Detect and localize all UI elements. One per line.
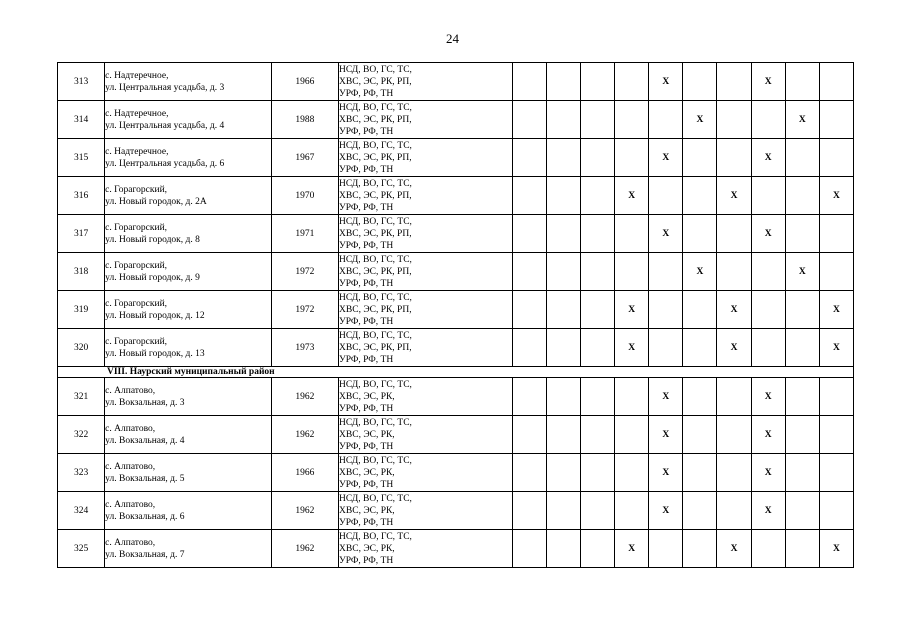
mark-cell	[615, 416, 649, 454]
mark-x: X	[649, 416, 683, 454]
mark-x: X	[615, 177, 649, 215]
mark-cell	[683, 329, 717, 367]
mark-x: X	[683, 101, 717, 139]
mark-cell	[717, 215, 751, 253]
mark-cell	[785, 215, 819, 253]
mark-x: X	[615, 530, 649, 568]
table-row	[58, 329, 854, 367]
mark-x: X	[785, 101, 819, 139]
mark-cell	[512, 454, 546, 492]
address-cell	[105, 291, 272, 329]
systems-line: УРФ, РФ, ТН	[339, 202, 394, 213]
table-body	[58, 63, 854, 568]
mark-cell	[683, 492, 717, 530]
row-number: 322	[58, 416, 105, 454]
table-row	[58, 177, 854, 215]
address-street: ул. Центральная усадьба, д. 3	[105, 82, 225, 93]
address-cell	[105, 177, 272, 215]
mark-x: X	[819, 530, 853, 568]
mark-cell	[580, 139, 614, 177]
systems-line: ХВС, ЭС, РК,	[339, 505, 395, 516]
table-row	[58, 291, 854, 329]
mark-x: X	[615, 291, 649, 329]
section-title: VIII. Наурский муниципальный район	[58, 367, 854, 378]
mark-cell	[717, 139, 751, 177]
year-built: 1972	[271, 253, 338, 291]
systems-line: НСД, ВО, ГС, ТС,	[339, 330, 412, 341]
mark-cell	[580, 378, 614, 416]
mark-cell	[819, 454, 853, 492]
systems-line: УРФ, РФ, ТН	[339, 354, 394, 365]
address-cell	[105, 215, 272, 253]
mark-cell	[546, 378, 580, 416]
mark-cell	[546, 329, 580, 367]
row-number: 324	[58, 492, 105, 530]
mark-x: X	[649, 215, 683, 253]
mark-x: X	[615, 329, 649, 367]
address-cell	[105, 139, 272, 177]
mark-cell	[683, 378, 717, 416]
address-street: ул. Вокзальная, д. 3	[105, 397, 185, 408]
systems-line: НСД, ВО, ГС, ТС,	[339, 178, 412, 189]
table-row	[58, 253, 854, 291]
address-locality: с. Горагорский,	[105, 222, 168, 233]
address-street: ул. Новый городок, д. 2А	[105, 196, 207, 207]
mark-cell	[512, 416, 546, 454]
mark-x: X	[717, 530, 751, 568]
mark-cell	[683, 291, 717, 329]
mark-cell	[785, 492, 819, 530]
mark-cell	[717, 378, 751, 416]
mark-cell	[512, 253, 546, 291]
mark-cell	[580, 454, 614, 492]
row-number: 321	[58, 378, 105, 416]
mark-cell	[717, 492, 751, 530]
systems-list	[339, 253, 513, 291]
mark-cell	[615, 378, 649, 416]
mark-cell	[819, 253, 853, 291]
systems-line: УРФ, РФ, ТН	[339, 278, 394, 289]
mark-cell	[580, 63, 614, 101]
systems-line: ХВС, ЭС, РК,	[339, 467, 395, 478]
mark-cell	[512, 492, 546, 530]
address-cell	[105, 378, 272, 416]
mark-cell	[785, 454, 819, 492]
mark-cell	[683, 416, 717, 454]
mark-x: X	[649, 454, 683, 492]
systems-list	[339, 454, 513, 492]
row-number: 323	[58, 454, 105, 492]
mark-cell	[512, 215, 546, 253]
address-cell	[105, 329, 272, 367]
mark-cell	[819, 215, 853, 253]
mark-cell	[785, 530, 819, 568]
mark-cell	[580, 530, 614, 568]
mark-x: X	[751, 63, 785, 101]
mark-cell	[512, 530, 546, 568]
systems-list	[339, 492, 513, 530]
address-street: ул. Вокзальная, д. 4	[105, 435, 185, 446]
mark-cell	[751, 253, 785, 291]
mark-cell	[751, 291, 785, 329]
mark-cell	[785, 63, 819, 101]
address-street: ул. Новый городок, д. 13	[105, 348, 205, 359]
mark-cell	[580, 215, 614, 253]
mark-x: X	[819, 329, 853, 367]
mark-cell	[649, 177, 683, 215]
mark-cell	[546, 177, 580, 215]
mark-x: X	[751, 139, 785, 177]
mark-cell	[683, 63, 717, 101]
mark-x: X	[751, 454, 785, 492]
address-locality: с. Горагорский,	[105, 336, 168, 347]
mark-x: X	[649, 492, 683, 530]
address-street: ул. Вокзальная, д. 7	[105, 549, 185, 560]
mark-x: X	[819, 291, 853, 329]
systems-list	[339, 101, 513, 139]
mark-cell	[683, 530, 717, 568]
year-built: 1962	[271, 378, 338, 416]
mark-cell	[615, 63, 649, 101]
systems-line: ХВС, ЭС, РК,	[339, 391, 395, 402]
row-number: 316	[58, 177, 105, 215]
mark-cell	[819, 378, 853, 416]
systems-list	[339, 329, 513, 367]
mark-cell	[785, 329, 819, 367]
mark-cell	[512, 101, 546, 139]
mark-cell	[649, 101, 683, 139]
systems-line: УРФ, РФ, ТН	[339, 316, 394, 327]
mark-cell	[717, 454, 751, 492]
systems-line: ХВС, ЭС, РК, РП,	[339, 228, 412, 239]
row-number: 314	[58, 101, 105, 139]
year-built: 1972	[271, 291, 338, 329]
systems-line: УРФ, РФ, ТН	[339, 403, 394, 414]
systems-line: УРФ, РФ, ТН	[339, 88, 394, 99]
table-row	[58, 101, 854, 139]
mark-x: X	[751, 492, 785, 530]
mark-cell	[785, 139, 819, 177]
mark-x: X	[649, 378, 683, 416]
year-built: 1970	[271, 177, 338, 215]
address-street: ул. Вокзальная, д. 5	[105, 473, 185, 484]
systems-line: НСД, ВО, ГС, ТС,	[339, 254, 412, 265]
mark-x: X	[717, 291, 751, 329]
mark-cell	[546, 253, 580, 291]
address-locality: с. Алпатово,	[105, 385, 156, 396]
systems-line: НСД, ВО, ГС, ТС,	[339, 64, 412, 75]
mark-x: X	[751, 378, 785, 416]
row-number: 315	[58, 139, 105, 177]
systems-line: УРФ, РФ, ТН	[339, 240, 394, 251]
mark-cell	[546, 492, 580, 530]
systems-line: ХВС, ЭС, РК,	[339, 429, 395, 440]
mark-cell	[615, 215, 649, 253]
mark-cell	[683, 215, 717, 253]
systems-line: НСД, ВО, ГС, ТС,	[339, 493, 412, 504]
address-street: ул. Новый городок, д. 9	[105, 272, 200, 283]
systems-line: УРФ, РФ, ТН	[339, 126, 394, 137]
mark-cell	[512, 139, 546, 177]
address-locality: с. Горагорский,	[105, 298, 168, 309]
address-locality: с. Горагорский,	[105, 184, 168, 195]
systems-list	[339, 378, 513, 416]
mark-cell	[717, 416, 751, 454]
mark-cell	[580, 101, 614, 139]
mark-cell	[546, 215, 580, 253]
mark-x: X	[649, 139, 683, 177]
systems-line: УРФ, РФ, ТН	[339, 555, 394, 566]
address-street: ул. Центральная усадьба, д. 6	[105, 158, 225, 169]
mark-x: X	[751, 416, 785, 454]
systems-line: ХВС, ЭС, РК, РП,	[339, 190, 412, 201]
address-locality: с. Алпатово,	[105, 537, 156, 548]
address-locality: с. Надтеречное,	[105, 146, 169, 157]
mark-cell	[649, 329, 683, 367]
mark-cell	[615, 492, 649, 530]
mark-cell	[785, 291, 819, 329]
systems-line: ХВС, ЭС, РК, РП,	[339, 304, 412, 315]
address-cell	[105, 530, 272, 568]
systems-line: ХВС, ЭС, РК, РП,	[339, 152, 412, 163]
mark-cell	[580, 253, 614, 291]
mark-cell	[785, 416, 819, 454]
table-row	[58, 63, 854, 101]
systems-line: ХВС, ЭС, РК, РП,	[339, 76, 412, 87]
mark-cell	[580, 416, 614, 454]
mark-cell	[819, 139, 853, 177]
mark-cell	[717, 101, 751, 139]
year-built: 1988	[271, 101, 338, 139]
mark-cell	[819, 63, 853, 101]
address-cell	[105, 454, 272, 492]
mark-cell	[785, 378, 819, 416]
systems-line: НСД, ВО, ГС, ТС,	[339, 379, 412, 390]
systems-line: УРФ, РФ, ТН	[339, 441, 394, 452]
mark-cell	[580, 177, 614, 215]
mark-cell	[580, 492, 614, 530]
systems-list	[339, 139, 513, 177]
mark-cell	[751, 530, 785, 568]
systems-list	[339, 416, 513, 454]
systems-line: УРФ, РФ, ТН	[339, 479, 394, 490]
systems-line: НСД, ВО, ГС, ТС,	[339, 102, 412, 113]
systems-line: НСД, ВО, ГС, ТС,	[339, 216, 412, 227]
mark-cell	[546, 139, 580, 177]
address-locality: с. Алпатово,	[105, 499, 156, 510]
systems-line: ХВС, ЭС, РК, РП,	[339, 266, 412, 277]
systems-list	[339, 291, 513, 329]
mark-cell	[615, 139, 649, 177]
year-built: 1967	[271, 139, 338, 177]
page-number: 24	[446, 31, 459, 46]
mark-cell	[751, 329, 785, 367]
mark-cell	[717, 63, 751, 101]
mark-x: X	[819, 177, 853, 215]
address-cell	[105, 101, 272, 139]
row-number: 317	[58, 215, 105, 253]
mark-cell	[512, 63, 546, 101]
row-number: 318	[58, 253, 105, 291]
table-row	[58, 215, 854, 253]
systems-list	[339, 530, 513, 568]
address-street: ул. Вокзальная, д. 6	[105, 511, 185, 522]
systems-line: НСД, ВО, ГС, ТС,	[339, 531, 412, 542]
mark-cell	[546, 416, 580, 454]
address-locality: с. Алпатово,	[105, 423, 156, 434]
section-header-row	[58, 367, 854, 378]
mark-cell	[546, 63, 580, 101]
row-number: 319	[58, 291, 105, 329]
mark-cell	[580, 291, 614, 329]
address-street: ул. Новый городок, д. 8	[105, 234, 200, 245]
table-row	[58, 139, 854, 177]
mark-cell	[546, 291, 580, 329]
address-cell	[105, 416, 272, 454]
row-number: 325	[58, 530, 105, 568]
systems-list	[339, 215, 513, 253]
systems-line: НСД, ВО, ГС, ТС,	[339, 455, 412, 466]
year-built: 1966	[271, 63, 338, 101]
systems-line: ХВС, ЭС, РК, РП,	[339, 342, 412, 353]
mark-cell	[512, 177, 546, 215]
year-built: 1962	[271, 530, 338, 568]
mark-cell	[717, 253, 751, 291]
mark-cell	[512, 378, 546, 416]
mark-cell	[615, 253, 649, 291]
mark-cell	[819, 492, 853, 530]
address-locality: с. Горагорский,	[105, 260, 168, 271]
mark-cell	[649, 253, 683, 291]
systems-line: ХВС, ЭС, РК,	[339, 543, 395, 554]
mark-cell	[751, 177, 785, 215]
mark-cell	[512, 291, 546, 329]
mark-cell	[649, 530, 683, 568]
systems-list	[339, 177, 513, 215]
address-locality: с. Надтеречное,	[105, 70, 169, 81]
address-street: ул. Центральная усадьба, д. 4	[105, 120, 225, 131]
year-built: 1962	[271, 492, 338, 530]
table-row	[58, 492, 854, 530]
table-row	[58, 416, 854, 454]
mark-cell	[683, 177, 717, 215]
mark-cell	[546, 454, 580, 492]
year-built: 1971	[271, 215, 338, 253]
year-built: 1966	[271, 454, 338, 492]
address-street: ул. Новый городок, д. 12	[105, 310, 205, 321]
mark-cell	[819, 101, 853, 139]
mark-cell	[683, 454, 717, 492]
mark-cell	[785, 177, 819, 215]
mark-x: X	[649, 63, 683, 101]
table-row	[58, 378, 854, 416]
address-locality: с. Алпатово,	[105, 461, 156, 472]
mark-x: X	[717, 177, 751, 215]
systems-line: ХВС, ЭС, РК, РП,	[339, 114, 412, 125]
row-number: 313	[58, 63, 105, 101]
mark-x: X	[751, 215, 785, 253]
mark-x: X	[683, 253, 717, 291]
mark-cell	[580, 329, 614, 367]
table-row	[58, 454, 854, 492]
mark-cell	[683, 139, 717, 177]
row-number: 320	[58, 329, 105, 367]
mark-cell	[615, 101, 649, 139]
mark-cell	[546, 530, 580, 568]
mark-x: X	[717, 329, 751, 367]
mark-cell	[751, 101, 785, 139]
mark-cell	[512, 329, 546, 367]
year-built: 1962	[271, 416, 338, 454]
table-row	[58, 530, 854, 568]
systems-line: НСД, ВО, ГС, ТС,	[339, 417, 412, 428]
mark-cell	[615, 454, 649, 492]
address-cell	[105, 63, 272, 101]
mark-cell	[546, 101, 580, 139]
mark-x: X	[785, 253, 819, 291]
systems-line: УРФ, РФ, ТН	[339, 517, 394, 528]
address-cell	[105, 253, 272, 291]
housing-register-table	[57, 62, 854, 568]
address-locality: с. Надтеречное,	[105, 108, 169, 119]
systems-line: УРФ, РФ, ТН	[339, 164, 394, 175]
systems-line: НСД, ВО, ГС, ТС,	[339, 140, 412, 151]
year-built: 1973	[271, 329, 338, 367]
mark-cell	[649, 291, 683, 329]
systems-list	[339, 63, 513, 101]
mark-cell	[819, 416, 853, 454]
address-cell	[105, 492, 272, 530]
systems-line: НСД, ВО, ГС, ТС,	[339, 292, 412, 303]
